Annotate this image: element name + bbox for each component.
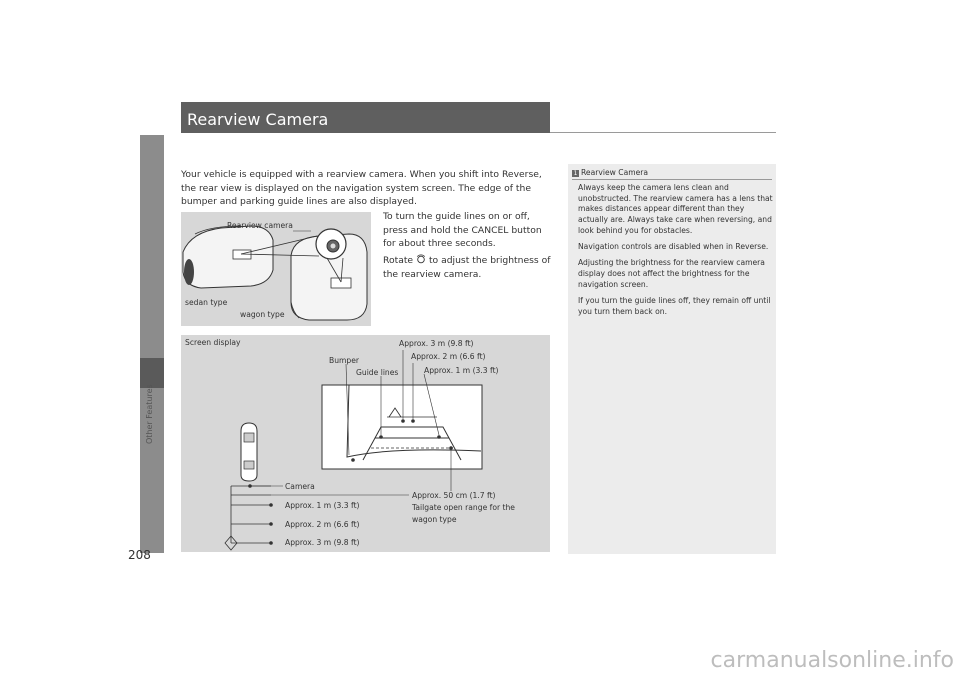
- sidenote-paragraph: Adjusting the brightness for the rearview camera display does not affect the brightness for the navigation screen.: [578, 258, 765, 289]
- camera-label: Camera: [285, 482, 315, 491]
- brightness-paragraph: [383, 254, 553, 281]
- sidenote-badge: 1: [573, 170, 578, 177]
- approx-1m-label: Approx. 1 m (3.3 ft): [424, 366, 499, 375]
- side-tab: [140, 135, 164, 553]
- brightness-text-before: Rotate: [383, 255, 414, 266]
- side-1m-label: Approx. 1 m (3.3 ft): [285, 501, 360, 510]
- sedan-type-label: sedan type: [185, 298, 228, 307]
- camera-location-figure: [181, 212, 371, 326]
- tailgate-range-label-2: Tailgate open range for the: [412, 503, 515, 512]
- intro-paragraph: Your vehicle is equipped with a rearview camera. When you shift into Reverse, the rear view is displayed on the navigation system screen. The edge of the bumper and parking guide lines are also displayed.: [181, 169, 542, 207]
- side-3m-label: Approx. 3 m (9.8 ft): [285, 538, 360, 547]
- guide-lines-paragraph: To turn the guide lines on or off, press and hold the CANCEL button for about three seconds.: [383, 211, 542, 249]
- side-2m-label: Approx. 2 m (6.6 ft): [285, 520, 360, 529]
- screen-display-label: Screen display: [185, 338, 241, 347]
- approx-2m-label: Approx. 2 m (6.6 ft): [411, 352, 486, 361]
- sidenote-title-text: Rearview Camera: [581, 168, 649, 177]
- guide-lines-label: Guide lines: [356, 368, 399, 377]
- wagon-type-label: wagon type: [240, 310, 285, 319]
- section-label: Other Features: [145, 384, 154, 444]
- sidenote-body: [578, 183, 774, 323]
- interface-dial-icon: [416, 254, 426, 264]
- approx-3m-label: Approx. 3 m (9.8 ft): [399, 339, 474, 348]
- title-rule: [550, 132, 776, 133]
- page-title: Rearview Camera: [181, 102, 550, 133]
- sidenote-paragraph: If you turn the guide lines off, they remain off until you turn them back on.: [578, 295, 771, 316]
- sidenote-paragraph: Navigation controls are disabled when in Reverse.: [578, 242, 769, 252]
- sidenote-rule: [572, 179, 772, 180]
- brightness-text-after: to adjust the brightness of the rearview camera.: [383, 255, 551, 280]
- page-number: 208: [128, 548, 151, 562]
- sidenote-title: [572, 168, 648, 177]
- sidenote-panel: [568, 164, 776, 554]
- sidenote-paragraph: Always keep the camera lens clean and unobstructed. The rearview camera has a lens that makes distances appear different than they actually are. Always take care when reversing, and look behind you for obstacles.: [578, 183, 773, 235]
- screen-display-figure: [181, 335, 550, 552]
- tailgate-range-label-3: wagon type: [412, 515, 457, 524]
- rearview-camera-label: Rearview camera: [227, 221, 293, 230]
- watermark: carmanualsonline.info: [710, 648, 954, 673]
- bumper-label: Bumper: [329, 356, 360, 365]
- tailgate-range-label-1: Approx. 50 cm (1.7 ft): [412, 491, 496, 500]
